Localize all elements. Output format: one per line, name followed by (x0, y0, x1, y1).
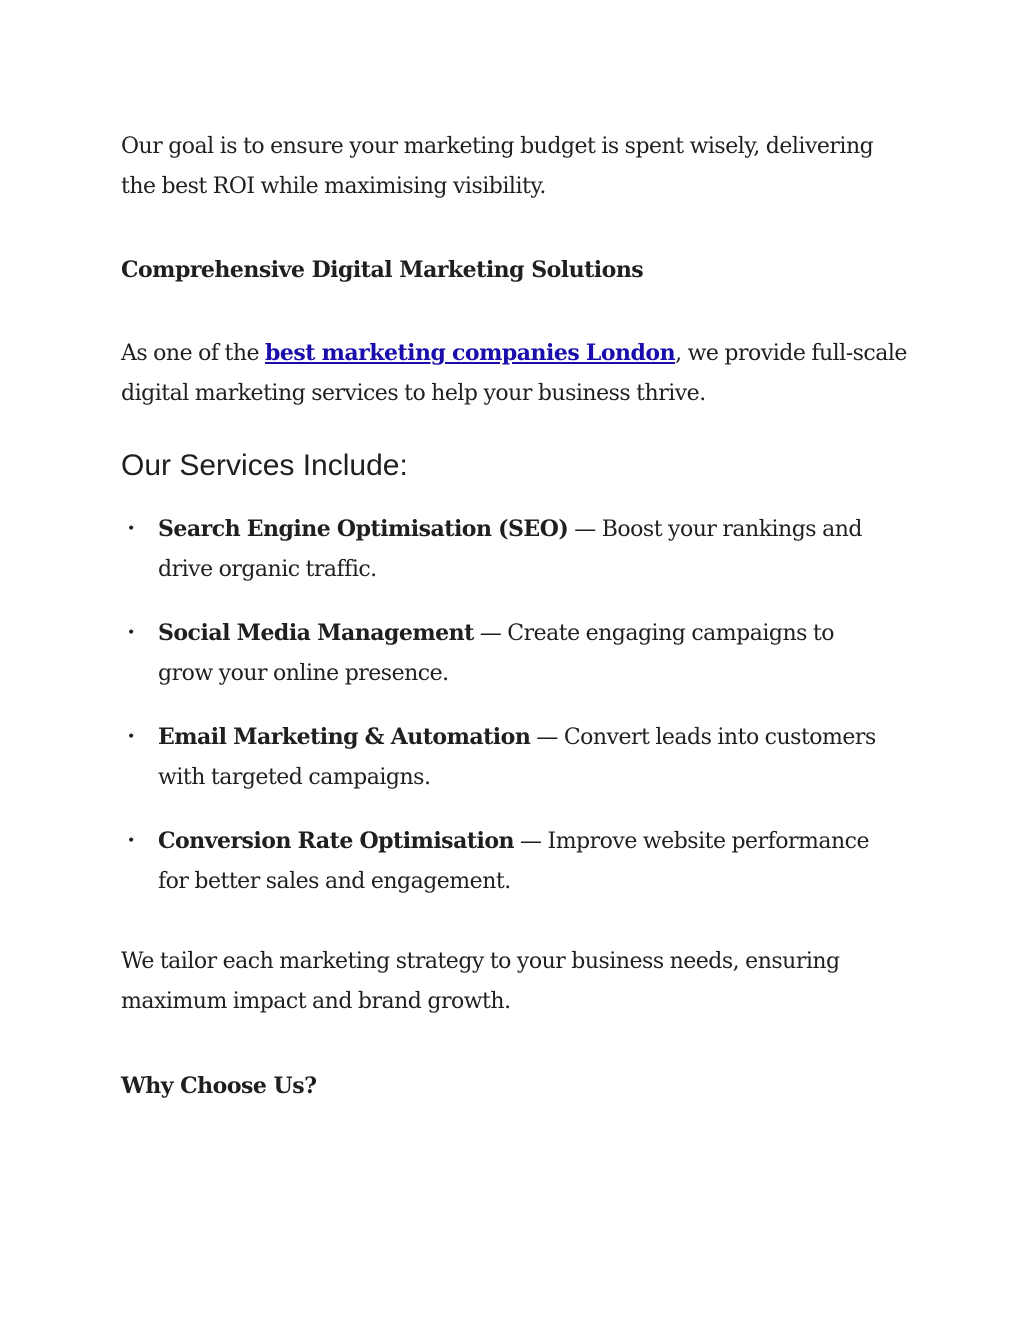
solutions-text-after-link: , we provide full-scale digital marketing services to help your business thrive. (121, 341, 907, 406)
service-description: — Improve website performance for better sales and engagement. (158, 829, 869, 894)
service-name: Conversion Rate Optimisation (158, 828, 515, 854)
service-name: Search Engine Optimisation (SEO) (158, 516, 569, 542)
list-item (121, 613, 878, 694)
bullet-icon: • (127, 729, 135, 745)
service-description: — Create engaging campaigns to grow your online presence. (158, 621, 834, 686)
service-description: — Convert leads into customers with targeted campaigns. (158, 725, 876, 790)
list-item (121, 509, 878, 590)
bullet-icon: • (127, 625, 135, 641)
service-name: Email Marketing & Automation (158, 724, 531, 750)
intro-paragraph: Our goal is to ensure your marketing budget is spent wisely, delivering the best ROI while maximising visibility. (121, 134, 874, 199)
bullet-icon: • (127, 833, 135, 849)
best-marketing-companies-link[interactable]: best marketing companies London (265, 340, 676, 366)
services-heading: Our Services Include: (121, 449, 408, 482)
list-item (121, 821, 878, 902)
solutions-paragraph (121, 333, 911, 414)
solutions-heading: Comprehensive Digital Marketing Solutions (121, 257, 644, 283)
service-name: Social Media Management (158, 620, 474, 646)
list-item (121, 717, 878, 798)
bullet-icon: • (127, 521, 135, 537)
services-list (121, 509, 911, 925)
service-description: — Boost your rankings and drive organic traffic. (158, 517, 862, 582)
why-choose-us-heading: Why Choose Us? (121, 1073, 317, 1099)
tailor-paragraph: We tailor each marketing strategy to your business needs, ensuring maximum impact and brand growth. (121, 949, 840, 1014)
solutions-text-before-link: As one of the (121, 341, 266, 366)
